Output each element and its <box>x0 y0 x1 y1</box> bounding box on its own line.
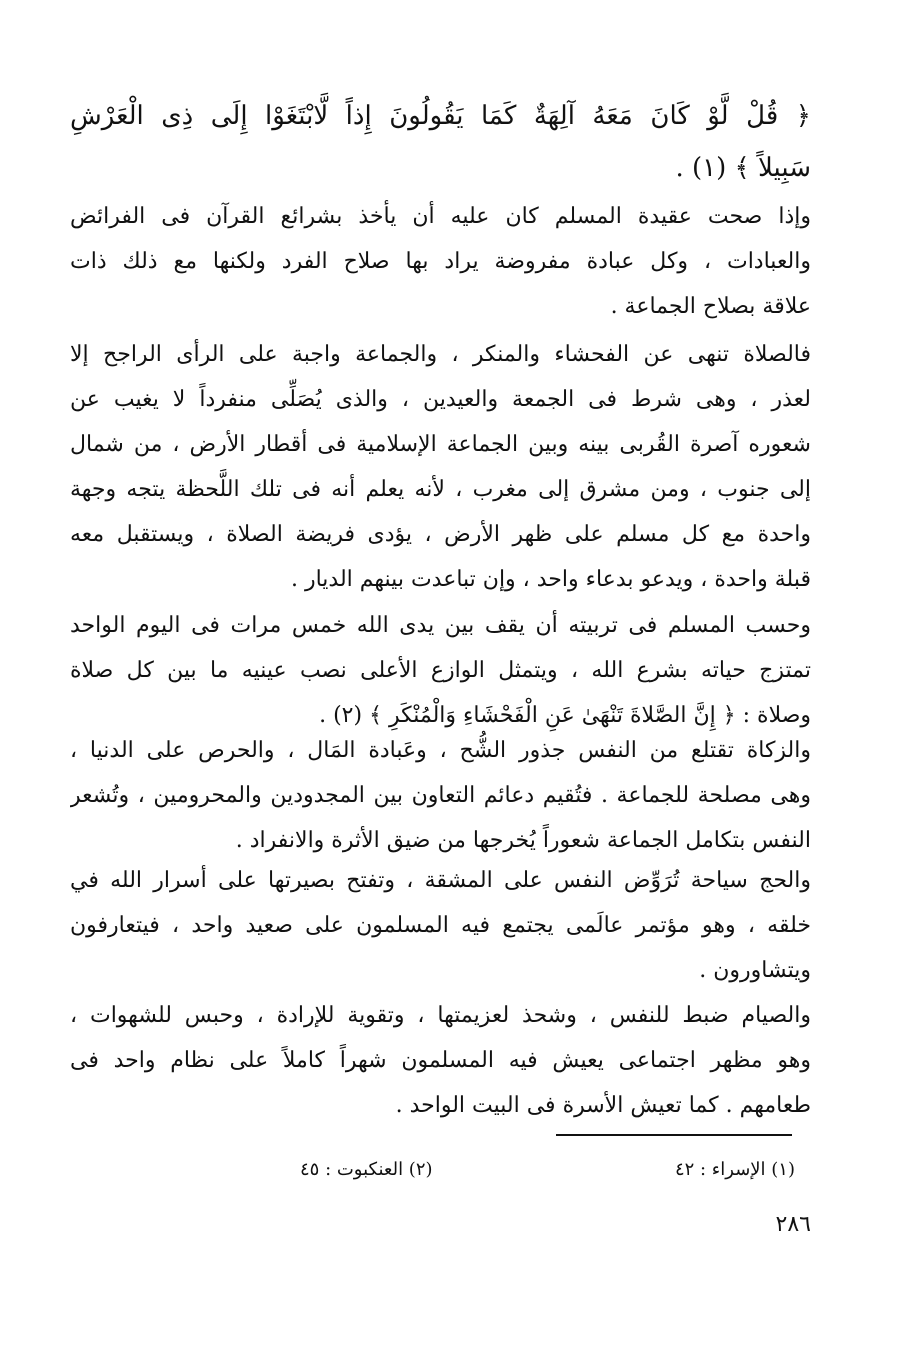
paragraph-fasting <box>70 993 811 1128</box>
paragraph-line: والعبادات ، وكل عبادة مفروضة يراد بها صلاح الفرد ولكنها مع ذلك ذات <box>70 249 811 274</box>
paragraph-line: لعذر ، وهى شرط فى الجمعة والعيدين ، والذى يُصَلِّى منفرداً لا يغيب عن <box>70 387 811 412</box>
paragraph-faith-and-worship <box>70 194 811 329</box>
paragraph-line: واحدة مع كل مسلم على ظهر الأرض ، يؤدى فريضة الصلاة ، ويستقبل معه <box>70 522 811 547</box>
paragraph-line: وصلاة : ﴿ إِنَّ الصَّلاةَ تَنْهَىٰ عَنِ الْفَحْشَاءِ وَالْمُنْكَرِ ﴾ (٢) . <box>319 703 811 728</box>
paragraph-line: والزكاة تقتلع من النفس جذور الشُّح ، وعَبادة المَال ، والحرص على الدنيا ، <box>70 738 811 763</box>
paragraph-line: علاقة بصلاح الجماعة . <box>610 294 811 319</box>
footnote-divider <box>556 1134 792 1136</box>
paragraph-line: شعوره آصرة القُربى بينه وبين الجماعة الإسلامية فى أقطار الأرض ، من شمال <box>70 432 811 457</box>
paragraph-line: النفس بتكامل الجماعة شعوراً يُخرجها من ضيق الأثرة والانفراد . <box>235 828 811 853</box>
footnote-1: (١) الإسراء : ٤٢ <box>674 1159 795 1180</box>
verse-intro <box>70 90 811 194</box>
paragraph-line: والصيام ضبط للنفس ، وشحذ لعزيمتها ، وتقوية للإرادة ، وحبس للشهوات ، <box>70 1003 811 1028</box>
paragraph-line: وإذا صحت عقيدة المسلم كان عليه أن يأخذ بشرائع القرآن فى الفرائض <box>70 204 811 229</box>
paragraph-line: وهو مظهر اجتماعى يعيش فيه المسلمون شهراً كاملاً على نظام واحد فى <box>70 1048 811 1073</box>
paragraph-zakat <box>70 728 811 863</box>
paragraph-line: وحسب المسلم فى تربيته أن يقف بين يدى الله خمس مرات فى اليوم الواحد <box>70 613 811 638</box>
paragraph-hajj <box>70 858 811 993</box>
paragraph-line: خلقه ، وهو مؤتمر عالَمى يجتمع فيه المسلمون على صعيد واحد ، فيتعارفون <box>70 913 811 938</box>
paragraph-prayer <box>70 332 811 602</box>
paragraph-line: إلى جنوب ، ومن مشرق إلى مغرب ، لأنه يعلم أنه فى تلك اللَّحظة يتجه وجهة <box>70 477 811 502</box>
paragraph-line: وهى مصلحة للجماعة . فتُقيم دعائم التعاون بين المجدودين والمحرومين ، وتُشعر <box>70 783 811 808</box>
verse-line: ﴿ قُلْ لَّوْ كَانَ مَعَهُ آلِهَةٌ كَمَا يَقُولُونَ إِذاً لَّابْتَغَوْا إِلَى ذِى الْعَرْشِ <box>70 101 811 131</box>
footnote-2: (٢) العنكبوت : ٤٥ <box>300 1159 433 1180</box>
paragraph-five-prayers <box>70 603 811 738</box>
paragraph-line: قبلة واحدة ، ويدعو بدعاء واحد ، وإن تباعدت بينهم الديار . <box>290 567 811 592</box>
paragraph-line: طعامهم . كما تعيش الأسرة فى البيت الواحد . <box>395 1093 811 1118</box>
paragraph-line: تمتزج حياته بشرع الله ، ويتمثل الوازع الأعلى نصب عينيه ما بين كل صلاة <box>70 658 811 683</box>
paragraph-line: والحج سياحة تُرَوِّض النفس على المشقة ، وتفتح بصيرتها على أسرار الله في <box>70 868 811 893</box>
footnotes <box>300 1155 795 1185</box>
verse-line: سَبِيلاً ﴾ (١) . <box>675 153 811 183</box>
page-number: ٢٨٦ <box>775 1212 811 1237</box>
paragraph-line: فالصلاة تنهى عن الفحشاء والمنكر ، والجماعة واجبة على الرأى الراجح إلا <box>70 342 811 367</box>
paragraph-line: ويتشاورون . <box>699 958 811 983</box>
